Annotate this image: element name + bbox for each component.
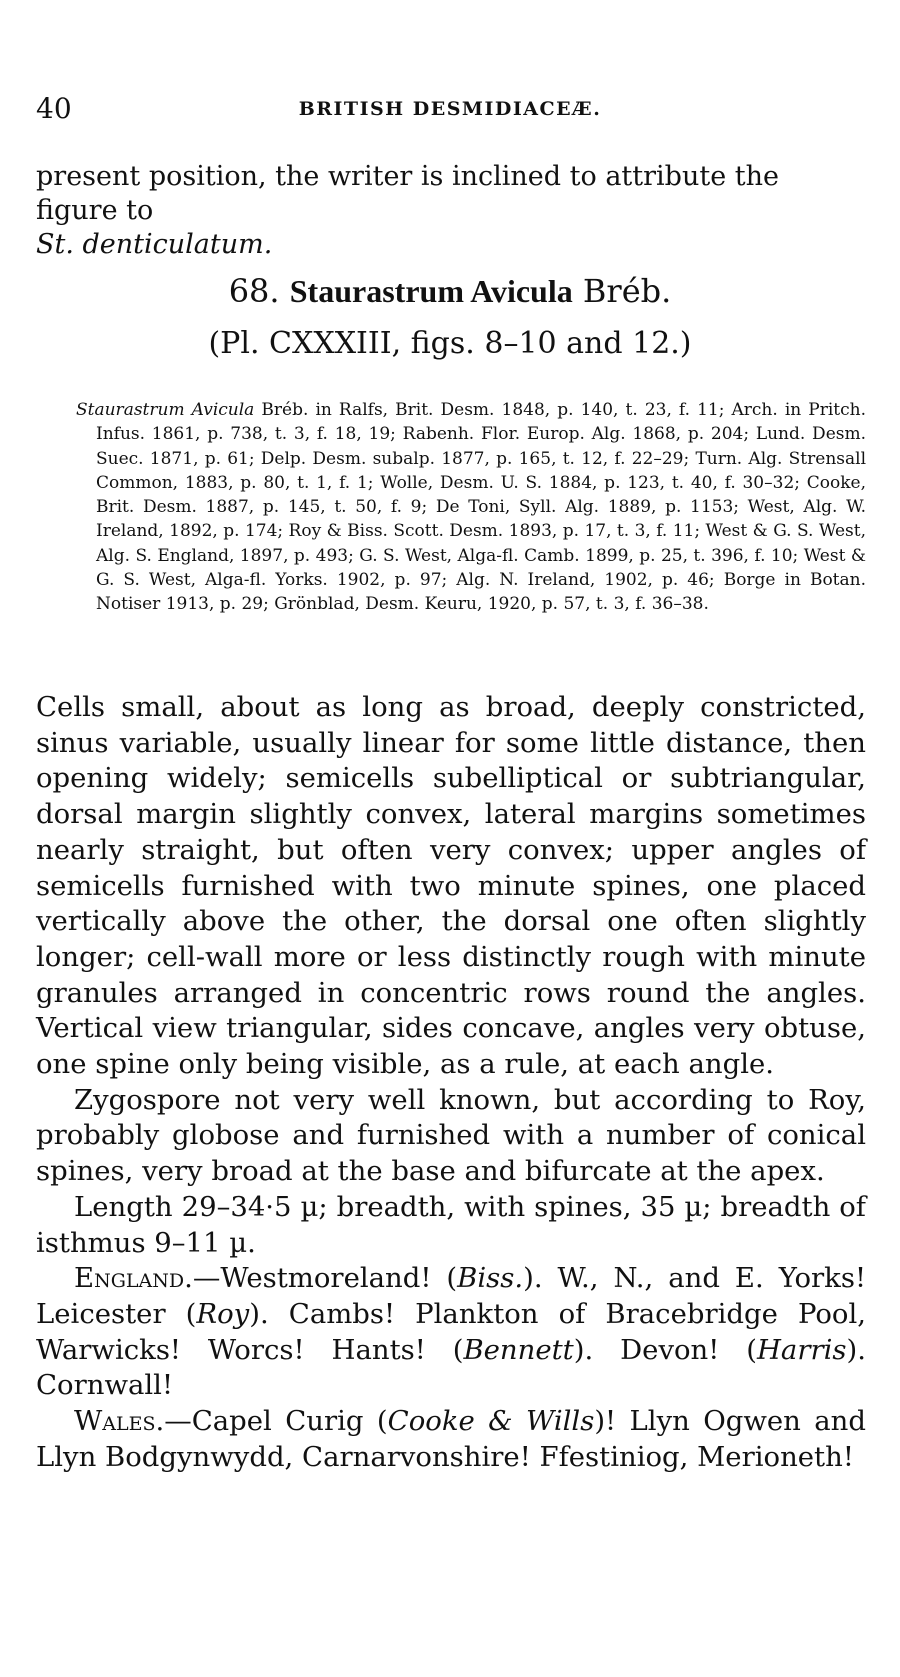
collector-cooke-wills: Cooke & Wills (387, 1405, 595, 1438)
continuation-sentence: present position, the writer is inclined to attribute the figure to (36, 161, 779, 226)
synonymy-species-name: Staurastrum Avicula (76, 400, 255, 420)
measurements-paragraph: Length 29–34·5 µ; breadth, with spines, 35 µ; breadth of isthmus 9–11 µ. (36, 1190, 866, 1259)
plate-reference: (Pl. CXXXIII, figs. 8–10 and 12.) (208, 326, 692, 361)
species-author: Bréb. (582, 272, 672, 310)
description-paragraph: Cells small, about as long as broad, deeply constricted, sinus variable, usually linear for some little distance, then opening widely; semicells subelliptical or subtriangular, dorsal margin slightly convex, lateral margins sometimes nearly straight, but often very convex; upper angles of semicells furnished with two minute spines, one placed vertically above the other, the dorsal one often slightly longer; cell-wall more or less distinctly rough with minute granules arranged in concentric rows round the angles. Vertical view triangular, sides concave, angles very obtuse, one spine only being visible, as a rule, at each angle. (36, 691, 866, 1081)
zygospore-paragraph: Zygospore not very well known, but according to Roy, probably globose and furnished with a number of conical spines, very broad at the base and bifurcate at the apex. (36, 1083, 866, 1188)
england-distribution (36, 1261, 866, 1404)
species-description (36, 690, 866, 1475)
species-heading (0, 272, 900, 310)
england-text-d: ). Devon! ( (573, 1333, 757, 1366)
species-number: 68. (228, 272, 280, 310)
running-title: BRITISH DESMIDIACEÆ. (298, 98, 602, 120)
page-header (36, 92, 864, 132)
species-name: Staurastrum Avicula (289, 273, 573, 309)
england-text-b: ). W., N., and E. Yorks! Leicester ( (36, 1262, 866, 1330)
synonymy-citations: Bréb. in Ralfs, Brit. Desm. 1848, p. 140, t. 23, f. 11; Arch. in Pritch. Infus. 1861, p. 738, t. 3, f. 18, 19; Rabenh. Flor. Europ. Alg. 1868, p. 204; Lund. Desm. Suec. 1871, p. 61; Delp. Desm. subalp. 1877, p. 165, t. 12, f. 22–29; Turn. Alg. Strensall Common, 1883, p. 80, t. 1, f. 1; Wolle, Desm. U. S. 1884, p. 123, t. 40, f. 30–32; Cooke, Brit. Desm. 1887, p. 145, t. 50, f. 9; De Toni, Syll. Alg. 1889, p. 1153; West, Alg. W. Ireland, 1892, p. 174; Roy & Biss. Scott. Desm. 1893, p. 17, t. 3, f. 11; West & G. S. West, Alg. S. England, 1897, p. 493; G. S. West, Alga-fl. Camb. 1899, p. 25, t. 396, f. 10; West & G. S. West, Alga-fl. Yorks. 1902, p. 97; Alg. N. Ireland, 1902, p. 46; Borge in Botan. Notiser 1913, p. 29; Grönblad, Desm. Keuru, 1920, p. 57, t. 3, f. 36–38. (96, 400, 867, 615)
collector-roy: Roy (196, 1297, 250, 1330)
england-text-c: ). Cambs! Plankton of Bracebridge Pool, Warwicks! Worcs! Hants! ( (36, 1297, 866, 1366)
page-number: 40 (36, 92, 72, 125)
collector-biss: Biss. (457, 1262, 524, 1295)
wales-distribution (36, 1404, 866, 1475)
wales-text-a: —Capel Curig ( (164, 1405, 388, 1438)
england-label: England. (74, 1262, 193, 1295)
collector-bennett: Bennett (463, 1333, 574, 1366)
collector-harris: Harris (756, 1333, 847, 1366)
wales-label: Wales. (74, 1405, 165, 1438)
wales-text-b: )! Llyn Ogwen and Llyn Bodgynwydd, Carnarvonshire! Ffestiniog, Merioneth! (36, 1405, 866, 1473)
synonymy-block (76, 398, 866, 617)
continuation-text (36, 160, 866, 262)
england-text-e: ). Cornwall! (36, 1333, 867, 1402)
continuation-species: St. denticulatum. (36, 229, 273, 260)
england-text-a: —Westmoreland! ( (192, 1262, 458, 1295)
